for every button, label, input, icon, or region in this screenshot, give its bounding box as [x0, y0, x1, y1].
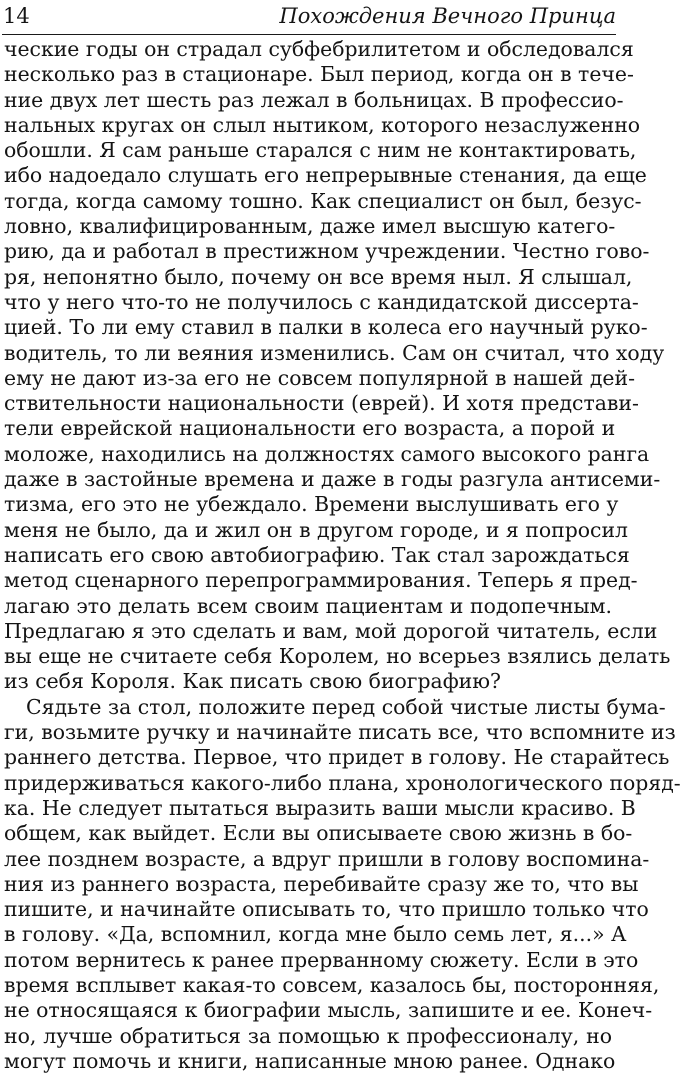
text-line: метод сценарного перепрограммирования. Теперь я пред-	[4, 568, 638, 593]
text-line: цией. То ли ему ставил в палки в колеса его научный руко-	[4, 315, 648, 340]
text-line: не относящаяся к биографии мысль, запишите и ее. Конеч-	[4, 998, 653, 1023]
text-line: ческие годы он страдал субфебрилитетом и обследовался	[4, 37, 634, 61]
text-line: моложе, находились на должностях самого высокого ранга	[4, 441, 650, 466]
text-line: меня не было, да и жил он в другом городе, и я попросил	[4, 517, 629, 542]
text-line: обошли. Я сам раньше старался с ним не контактировать,	[4, 138, 637, 163]
running-title: Похождения Вечного Принца	[279, 4, 616, 28]
text-line: ги, возьмите ручку и начинайте писать все, что вспомните из	[4, 720, 676, 745]
text-line: ловно, квалифицированным, даже имел высшую катего-	[4, 214, 616, 239]
book-text-body	[4, 37, 681, 1074]
text-line: ствительности национальности (еврей). И хотя представи-	[4, 391, 639, 416]
text-line: раннего детства. Первое, что придет в голову. Не старайтесь	[4, 745, 670, 770]
text-line: ка. Не следует пытаться выразить ваши мысли красиво. В	[4, 795, 636, 820]
text-line: ему не дают из-за его не совсем популярной в нашей дей-	[4, 365, 635, 390]
paragraph	[4, 37, 671, 695]
text-line: нальных кругах он слыл нытиком, которого незаслуженно	[4, 112, 641, 137]
text-line: пишите, и начинайте описывать то, что пришло только что	[4, 897, 649, 922]
text-line: написать его свою автобиографию. Так стал зарождаться	[4, 542, 630, 567]
text-line: вы еще не считаете себя Королем, но всерьез взялись делать	[4, 644, 671, 669]
text-line: тогда, когда самому тошно. Как специалист он был, безус-	[4, 188, 642, 213]
text-line: Сядьте за стол, положите перед собой чистые листы бума-	[26, 694, 666, 719]
text-line: лагаю это делать всем своим пациентам и подопечным.	[4, 593, 612, 618]
text-line: тизма, его это не убеждало. Времени выслушивать его у	[4, 492, 619, 517]
text-line: что у него что-то не получилось с кандидатской диссерта-	[4, 289, 639, 314]
text-line: время всплывет какая-то совсем, казалось бы, посторонняя,	[4, 972, 660, 997]
text-line: в голову. «Да, вспомнил, когда мне было семь лет, я...» А	[4, 922, 627, 947]
text-line: ния из раннего возраста, перебивайте сразу же то, что вы	[4, 871, 639, 896]
text-line: ние двух лет шесть раз лежал в больницах. В профессио-	[4, 87, 624, 112]
text-line: общем, как выйдет. Если вы описываете свою жизнь в бо-	[4, 821, 633, 846]
text-line: ибо надоедало слушать его непрерывные стенания, да еще	[4, 163, 647, 188]
text-line: рию, да и работал в престижном учреждении. Честно гово-	[4, 239, 650, 264]
text-line: но, лучше обратиться за помощью к профессионалу, но	[4, 1023, 612, 1048]
paragraph	[4, 694, 681, 1074]
text-line: тели еврейской национальности его возраста, а порой и	[4, 416, 616, 441]
text-line: несколько раз в стационаре. Был период, когда он в тече-	[4, 62, 634, 87]
page-number: 14	[3, 4, 30, 28]
text-line: лее позднем возрасте, а вдруг пришли в голову воспомина-	[4, 846, 650, 871]
text-line: даже в застойные времена и даже в годы разгула антисеми-	[4, 467, 661, 492]
text-line: водитель, то ли веяния изменились. Сам он считал, что ходу	[4, 340, 665, 365]
text-line: могут помочь и книги, написанные мною ранее. Однако	[4, 1048, 616, 1073]
text-line: Предлагаю я это сделать и вам, мой дорогой читатель, если	[4, 618, 658, 643]
text-line: потом вернитесь к ранее прерванному сюжету. Если в это	[4, 947, 639, 972]
text-line: придерживаться какого-либо плана, хронологического поряд-	[4, 770, 681, 795]
page-header	[0, 0, 620, 34]
header-rule	[2, 34, 616, 35]
text-line: из себя Короля. Как писать свою биографию?	[4, 669, 501, 694]
text-line: ря, непонятно было, почему он все время ныл. Я слышал,	[4, 264, 633, 289]
